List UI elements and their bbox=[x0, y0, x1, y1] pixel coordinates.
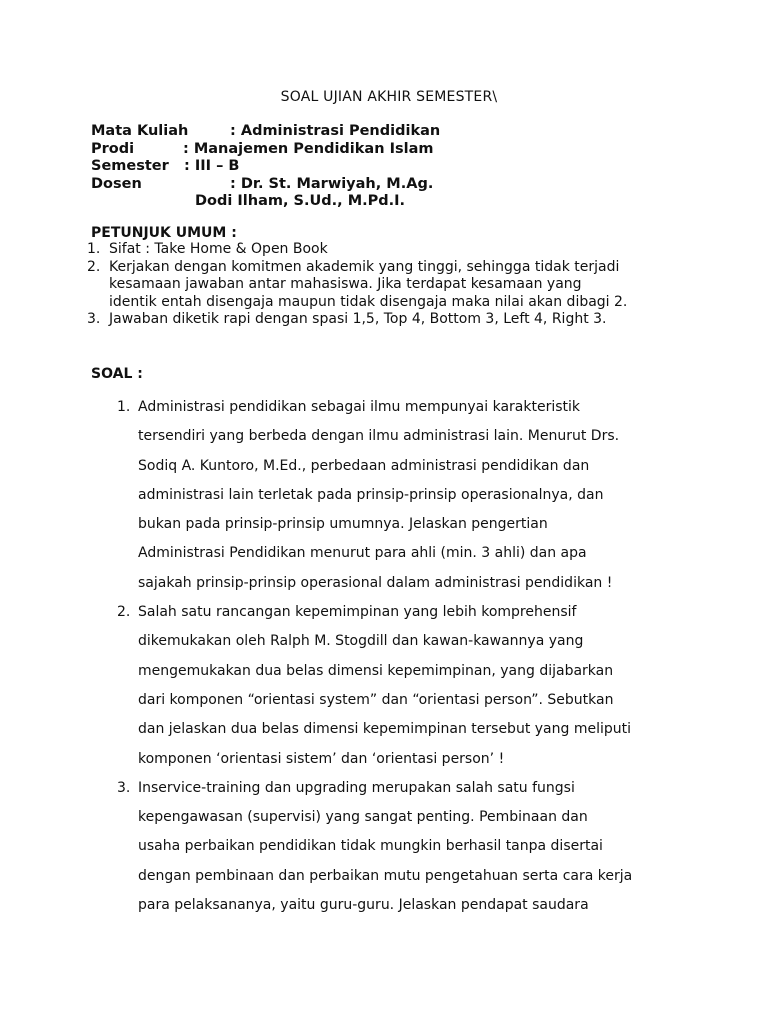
dosen-label: Dosen bbox=[91, 175, 142, 192]
list-item-number: 1. bbox=[117, 399, 131, 415]
list-item-text-line: Sifat : Take Home & Open Book bbox=[109, 241, 328, 257]
document-title: SOAL UJIAN AKHIR SEMESTER\ bbox=[280, 89, 498, 105]
list-item-text-line: para pelaksananya, yaitu guru-guru. Jelaskan pendapat saudara bbox=[138, 897, 589, 914]
mata-kuliah-value: : Administrasi Pendidikan bbox=[230, 123, 441, 139]
list-item bbox=[117, 393, 632, 598]
list-item-number: 3. bbox=[117, 779, 131, 796]
petunjuk-heading: PETUNJUK UMUM : bbox=[91, 225, 237, 241]
list-item-number: 3. bbox=[87, 311, 101, 327]
list-item-text-line: dari komponen “orientasi system” dan “orientasi person”. Sebutkan bbox=[138, 691, 614, 708]
list-item bbox=[87, 311, 627, 329]
petunjuk-list bbox=[87, 241, 627, 329]
semester-label: Semester bbox=[91, 158, 169, 174]
prodi-label: Prodi bbox=[91, 140, 135, 157]
prodi-value: : Manajemen Pendidikan Islam bbox=[183, 140, 434, 157]
list-item-text-line: Kerjakan dengan komitmen akademik yang tinggi, sehingga tidak terjadi bbox=[109, 258, 620, 275]
list-item-number: 1. bbox=[87, 241, 101, 257]
list-item bbox=[87, 259, 627, 312]
list-item-text-line: mengemukakan dua belas dimensi kepemimpinan, yang dijabarkan bbox=[138, 662, 614, 679]
list-item-number: 2. bbox=[87, 258, 101, 275]
list-item-text-line: dan jelaskan dua belas dimensi kepemimpinan tersebut yang meliputi bbox=[138, 721, 632, 738]
list-item-text-line: kesamaan jawaban antar mahasiswa. Jika terdapat kesamaan yang bbox=[109, 276, 582, 292]
list-item-text-line: dengan pembinaan dan perbaikan mutu pengetahuan serta cara kerja bbox=[138, 867, 633, 884]
list-item bbox=[117, 598, 632, 774]
dosen-value: : Dr. St. Marwiyah, M.Ag. bbox=[230, 175, 434, 192]
list-item-text-line: dikemukakan oleh Ralph M. Stogdill dan kawan-kawannya yang bbox=[138, 633, 584, 650]
list-item-text-line: sajakah prinsip-prinsip operasional dalam administrasi pendidikan ! bbox=[138, 574, 613, 591]
list-item-text-line: usaha perbaikan pendidikan tidak mungkin berhasil tanpa disertai bbox=[138, 838, 603, 855]
semester-value: : III – B bbox=[184, 158, 240, 174]
list-item-number: 2. bbox=[117, 604, 131, 621]
list-item bbox=[87, 241, 627, 259]
mata-kuliah-label: Mata Kuliah bbox=[91, 123, 189, 139]
list-item-text-line: kepengawasan (supervisi) yang sangat penting. Pembinaan dan bbox=[138, 809, 588, 826]
list-item-text-line: Administrasi Pendidikan menurut para ahli (min. 3 ahli) dan apa bbox=[138, 545, 587, 562]
list-item bbox=[117, 774, 632, 920]
list-item-text-line: komponen ‘orientasi sistem’ dan ‘orientasi person’ ! bbox=[138, 750, 505, 767]
dosen-value-2: Dodi Ilham, S.Ud., M.Pd.I. bbox=[195, 193, 406, 209]
list-item-text-line: Salah satu rancangan kepemimpinan yang lebih komprehensif bbox=[138, 604, 577, 621]
list-item-text-line: Sodiq A. Kuntoro, M.Ed., perbedaan administrasi pendidikan dan bbox=[138, 457, 590, 474]
soal-list bbox=[117, 393, 632, 920]
list-item-text-line: administrasi lain terletak pada prinsip-prinsip operasionalnya, dan bbox=[138, 486, 604, 503]
list-item-text-line: Jawaban diketik rapi dengan spasi 1,5, Top 4, Bottom 3, Left 4, Right 3. bbox=[109, 311, 607, 327]
list-item-text-line: Administrasi pendidikan sebagai ilmu mempunyai karakteristik bbox=[138, 399, 581, 415]
list-item-text-line: Inservice-training dan upgrading merupakan salah satu fungsi bbox=[138, 779, 575, 796]
list-item-text-line: identik entah disengaja maupun tidak disengaja maka nilai akan dibagi 2. bbox=[109, 293, 628, 310]
soal-heading: SOAL : bbox=[91, 366, 143, 382]
list-item-text-line: tersendiri yang berbeda dengan ilmu administrasi lain. Menurut Drs. bbox=[138, 428, 620, 445]
list-item-text-line: bukan pada prinsip-prinsip umumnya. Jelaskan pengertian bbox=[138, 516, 548, 533]
